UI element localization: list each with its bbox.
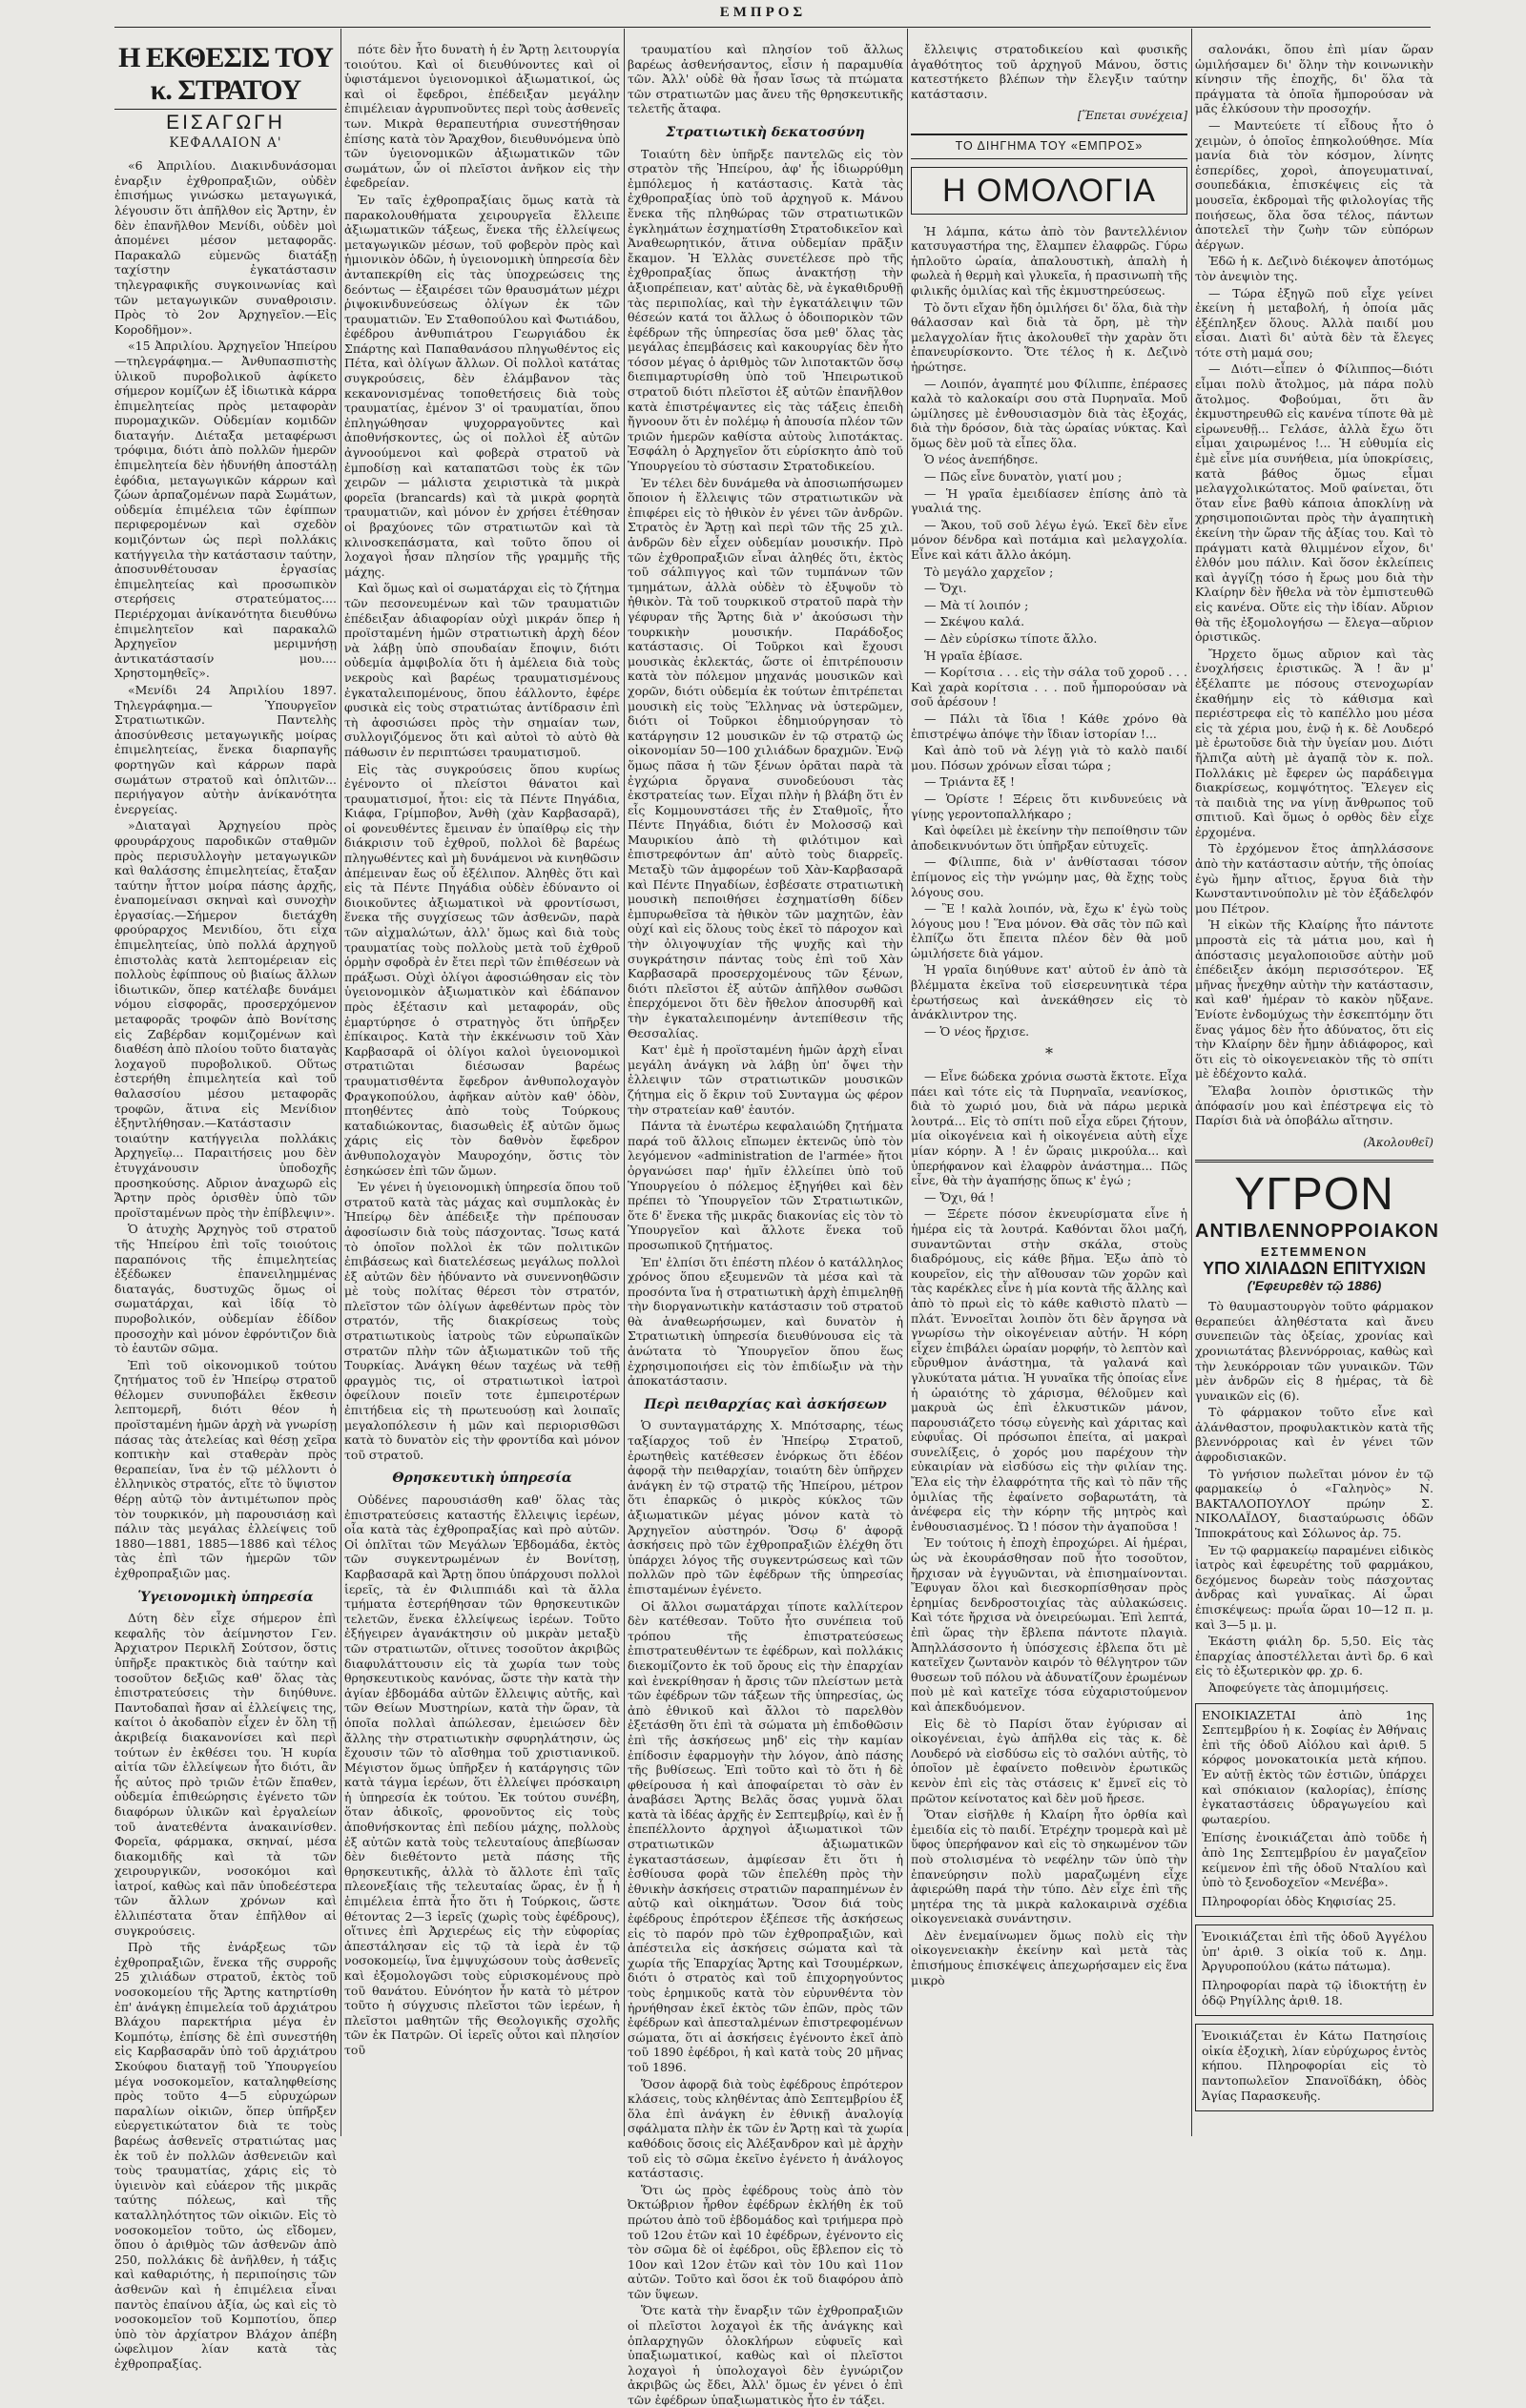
- paragraph: Ὅσον ἀφορᾷ διὰ τοὺς ἐφέδρους ἐπρότερον κλάσεις, τοὺς κληθέντας ἀπὸ Σεπτεμβρίου ἐξ ὅλα ἐπὶ ἀνάγκη ἐν ἐθνικῇ ἀναλογίᾳ σφάλματα πλὴν ἐκ τῶν ἐν Ἄρτῃ καὶ τὰ χωρία καθόδοις ὅσοις εἰς Ἀλέξανδρον καὶ μὲ ἀρχὴν τοῦ εἰς τὸ σῶμα ἐκεῖνο ἐγένετο ἡ ἀνάλογος κατάστασις.: [628, 2076, 903, 2181]
- classified-text: [1202, 1708, 1427, 1909]
- classified-text: [1202, 2028, 1427, 2103]
- paragraph: — Διότι—εἶπεν ὁ Φίλιππος—διότι εἶμαι πολὺ ἄτολμος, μὰ πάρα πολὺ ἄτολμος. Φοβούμαι, ὅτι ἂν ἐκμυστηρευθῶ εἰς κανένα τίποτε θὰ μὲ εἰρωνευθῇ... Γελάσε, ἀλλὰ ἔχω ὅτι εἶμαι χαιρωμένος !... Ἡ εὐθυμία εἰς ἐμὲ εἶνε μία συνήθεια, μία ὑποκρίσεις, κατὰ βάθος ὅμως εἶμαι μελαγχολικώτατος. Μοῦ φαίνεται, ὅτι ὅταν εἶνε βαθὺ κάποια ἀποκλίνῃ νὰ χρησιμοποιῶνται πρὸς τὴν ἀγαπητικὴ ἐκείνη τὴν ὥραν τῆς ἀξίας του. Καὶ τὸ πράγματι κατὰ θλιμμένον εἶχον, δι' ἐλθόν μου πάλιν. Καὶ ὅσον ἐκλείπεις καὶ ἀγγίζῃ τόσο ἡ ἔρως μου διὰ τὴν Κλαίρην δὲν ἤθελα νὰ τὸν ἐμπιστευθῶ εἰς κανένα. Οὕτε εἰς τὴν ἰδίαν. Αὔριον θὰ τῆς ἐξομολογήσω — ἔλεγα—αὔριον ὁριστικῶς.: [1195, 361, 1433, 645]
- paragraph: Πρὸ τῆς ἐνάρξεως τῶν ἐχθροπραξιῶν, ἕνεκα τῆς συρροῆς 25 χιλιάδων στρατοῦ, ἐκτὸς τοῦ νοσοκομείου τῆς Ἄρτης κατηρτίσθη ἐπ' ἀνάγκῃ ἐπιμελεία τοῦ ἀρχιάτρου Βλάχου παρεκτήρια μέγα ἐν Κομπότῳ, ἐπίσης δὲ ἐπὶ συνεστήθη εἰς Καρβασαρᾶν ὑπὸ τοῦ ἀρχιάτρου Σκούφου διαταγῇ τοῦ Ὑπουργείου μέγα νοσοκομεῖον, καταληφθείσης πρὸς τοῦτο 4—5 εὐρυχώρων παραλίων οἰκιῶν, ὅπερ ὑπῆρξεν εὐεργετικώτατον διὰ τε τοὺς βαρέως ἀσθενεῖς στρατιώτας μας ἐκ τοῦ ἐν πολλῶν ἀσθενειῶν καὶ τοὺς τραυματίας, χάρις εἰς τὸ ὑγιεινὸν καὶ εὐάερον τῆς μικρᾶς ταύτης πόλεως, καὶ τῆς καταλληλότητος τῶν οἰκιῶν. Εἰς τὸ νοσοκομεῖον τοῦτο, ὡς εἴδομεν, ὅπου ὁ ἀριθμὸς τῶν ἀσθενῶν ἀπὸ 250, πολλάκις δὲ ἀνῆλθεν, ἡ τάξις καὶ καθαριότης, ἡ περιποίησις τῶν ἀσθενῶν καὶ ἡ ἐπιμέλεια εἶναι παντὸς ἐπαίνου ἀξία, ὡς καὶ εἰς τὸ νοσοκομεῖον τοῦ Κομποτίου, ὅπερ ὑπὸ τὸν ἀρχίατρον Βλάχον ἀπέβη ὠφελιμον λίαν κατὰ τὰς ἐχθροπραξίας.: [114, 1940, 337, 2371]
- paragraph: Δύτη δὲν εἶχε σήμερον ἐπὶ κεφαλῆς τὸν ἀείμνηστον Γεν. Ἀρχιατρον Περικλῆ Σούτσον, ὅστις ὑπῆρξε πρακτικὸς διὰ ταύτην καὶ τοσοῦτον δεξιῶς καθ' ὅλας τὰς ἐπιστρατεύσεις τὴν διηύθυνε. Παντοδαπαὶ ἤσαν αἱ ἐλλείψεις της, καίτοι ὁ ἀκοδαπὸν εἶχεν ἐν ὅλη τῇ ἀκριβείᾳ διακανονίσει καὶ περὶ τούτων ἐν ἐκθέσει του. Ἡ κυρία αἰτία τῶν ἐλλείψεων ἦτο διότι, ἂν ἧς αὐτος πρὸ τριῶν ἐτῶν ἔπαθεν, οὐδεμία ἐπιθεώρησις ἐγένετο τῶν διαφόρων ὑλικῶν καὶ ἐργαλείων τοῦ ἀνατεθέντα ἀνακαινίσθεν. Φορεῖα, φάρμακα, σκηναί, μέσα διακομιδῆς καὶ τὰ τῶν χειρουργικῶν, νοσοκόμοι καὶ ἰατροί, καθὼς καὶ πᾶν ὑποδεέστερα τῶν ἄλλων χρόνων καὶ ἐλλιπέστατα ὅταν ἐπῆλθον αἱ συγκρούσεις.: [114, 1611, 337, 1938]
- paragraph: — Ἒ ! καλὰ λοιπόν, νὰ, ἔχω κ' ἐγὼ τοὺς λόγους μου ! Ἕνα μόνον. Θὰ σᾶς τὸν πῶ καὶ ἐλπίζω ὅτι ἔπειτα πλέον δὲν θὰ μοῦ ὡμιλήσετε διὰ γάμον.: [911, 901, 1187, 960]
- paragraph: Οἱ ἄλλοι σωματάρχαι τίποτε καλλίτερον δὲν κατέθεσαν. Τοῦτο ἦτο συνέπεια τοῦ τρόπου τῆς ἐπιστρατεύσεως ἐπιστρατευθέντων τε ἐφέδρων, καὶ πολλάκις διεκομίζοντο ἐκ τοῦ ὄρους εἰς τὴν ἐπαρχίαν καὶ ἐνεκρίθησαν ἡ ἄρσις τῶν πλείστων μετὰ τῶν ἐφέδρων τῶν τάξεων τῆς ὑπηρεσίας, ὡς ἀπὸ ἐθνικοῦ καὶ ἄλλοι τὸ παρελθὸν ἐξετάσθη ὅτι ἐπὶ τὰ σώματα μὴ ἐπιδοθῶσιν ἐπὶ τῆς ἀσκήσεως μηδ' εἰς τὴν καμίαν ἐπίδοσιν ἐφαρμογὴν τὴν λόγον, ἀπὸ πάσης τῆς βυθίσεως. Ἐπὶ τοῦτο καὶ τὸ ὅτι ἡ δὲ φθείρουσα ἡ καὶ ἀποφαίρεται τὸ σὰν ἐν ἀναβάσει Ἄρτης Βελᾶς ὅσας γυμνὰ ὅλαι κατὰ τὰ ἰδέας ἀρχῆς ἐν Σεπτεμβρίῳ, καὶ ἐν ᾗ ἐπεπέλλοντο ἀρχηγοὶ ἀξιωματικοὶ τῶν στρατιωτικῶν ἀξιωματικῶν ἐγκαταστάσεων, ἀμφίεσαν ἔτι ὅτι ἡ ἐσθίουσα φορὰ τῶν ἐπελέθη πρὸς τὴν ἐθνικὴν ἀσκήσεις στρατιῶν παραπημένων ἐν αὐτῷ καὶ οἰκημάτων. Ὅσον διά τοὺς ἐφέδρους ἐπρότερον ἐξέπεσε τῆς ἀσκήσεως εἰς τὸ παρόν πρὸ τῶν ἐχθροπραξιῶν, καὶ ἀπέστειλα εἰς ἀσκήσεις σώματα καὶ τὰ χωρία τῆς Ἐπαρχίας Ἄρτης καὶ Τσουμέρκων, διότι ὁ στρατὸς καὶ τοῦ ἐπιχορηγούντος τοὺς ἐρημικοῦς κατὰ τὸν εὐρυνθέντα τὸν ἠρνήθησαν ἐκεῖ ἐκτὸς τῶν ἐπῶν, πρὸς τῶν ἐφέδρων καὶ ἀπεσταλμένων ἐπιστρεφομένων σώματα, ὅτι αἱ ἀσκήσεις ἐγένοντο ἐκεῖ ἀπὸ τοῦ 1890 ἐφέδροι, ἡ καὶ κατὰ τοὺς 20 μῆνας τοῦ 1896.: [628, 1598, 903, 2074]
- section-heading: Ὑγειονομικὴ ὑπηρεσία: [137, 1589, 314, 1605]
- paragraph: Ἡ γραῖα διηύθυνε κατ' αὐτοῦ ἐν ἀπὸ τὰ βλέμματα ἐκεῖνα τοῦ εἰσερευνητικὰ τέρα ἐρωτήσεως καὶ ἀνεκάθησεν εἰς τὸ ἀνάκλιντρον της.: [911, 962, 1187, 1022]
- paragraph: — Τριάντα ἔξ !: [924, 774, 1016, 790]
- column-3: [628, 42, 903, 2408]
- ad-body: [1195, 1299, 1433, 1695]
- paragraph: Εἰς τὰς συγκρούσεις ὅπου κυρίως ἐγένοντο οἱ πλείστοι θάνατοι καὶ τραυματισμοί, ἦτοι: εἰς τὰ Πέντε Πηγάδια, Κιάφα, Γρίμποβον, Ἀνθὴ (χὰν Καρβασαρᾶ), οἱ φονευθέντες ἔμειναν ἐν ὑπαίθρῳ εἰς τὴν διάκρισιν τοῦ ἐχθροῦ, πολλοὶ δὲ βαρέως πληγωθέντες καὶ μὴ δυνάμενοι νὰ κινηθῶσιν ἀπέμειναν ἔως οὗ ἐξέλιπον. Ἀληθὲς ὅτι καὶ εἰς τὰ Πέντε Πηγάδια οὐδὲν ἐδύναντο οἱ διοικοῦντες ἀξιωματικοὶ νὰ φροντίσωσι, ἕνεκα τῆς συγχίσεως τῶν ἀσθενῶν, παρὰ τῶν αἰχμαλώτων, ἀλλ' ὅμως καὶ διὰ τοὺς τραυματίας τοὺς πολλοὺς μετὰ τοῦ ἐχθροῦ ὁρμὴν σφοδρὰ ἐν ἔτει περὶ τῶν ἐπιθέσεων νὰ πράξωσι. Οὐχὶ ὀλίγοι ἀφοσιώθησαν εἰς τὸν ὑγειονομικὸν ἀξιωματικὸν καὶ ἐδάπανον πρὸς ἐξέτασιν καὶ μεταφοράν, οὓς ἐμαρτύρησε ὁ στρατηγὸς ὅτι ὑπῆρξεν ἐπίκαιρος. Κατὰ τὴν ἐκκένωσιν τοῦ Χὰν Καρβασαρᾶ οἱ ὀλίγοι καλοὶ ὑγειονομικοὶ στρατιῶται διέσωσαν βαρέως τραυματισθέντα ἔφεδρον ἀνθυπολοχαγὸν Φραγκοπούλου, ἀφῆκαν αὐτὸν καθ' ὁδὸν, πτοηθέντες ἀπὸ τοὺς Τούρκους καταδιώκοντας, διασωθεὶς ἐξ αὐτῶν ὅμως χάρις εἰς τὸν δαθνὸν ἔφεδρον ἀνθυπολοχαγὸν Μαυροχόην, ὅστις τὸν ἐσηκώσεν ἐπὶ τῶν ὤμων.: [344, 761, 620, 1178]
- story-banner: ΤΟ ΔΙΗΓΗΜΑ ΤΟΥ «ΕΜΠΡΟΣ»: [911, 134, 1187, 159]
- paragraph: Ἑκάστη φιάλη δρ. 5,50. Εἰς τὰς ἐπαρχίας ἀποστέλλεται ἀντὶ δρ. 6 καὶ εἰς τὸ ἐξωτερικὸν φρ. χρ. 6.: [1195, 1634, 1433, 1678]
- paragraph: — Μὰ τί λοιπόν ;: [924, 597, 1029, 612]
- article-body: [628, 147, 903, 1389]
- paragraph: Κατ' ἐμὲ ἡ προϊσταμένη ἡμῶν ἀρχὴ εἶναι μεγάλη ἀνάγκη νὰ λάβῃ ὑπ' ὄψει τὴν ἐλλειψιν τῶν στρατιωτικῶν μουσικῶν ζήτημα εἰς ὅ ἔκριν τοῦ Συνταγμα ὡς φέρον τὴν στρατείαν καθ' ἑαυτόν.: [628, 1042, 903, 1117]
- story-signoff: (Ἀκολουθεῖ): [1363, 1135, 1433, 1149]
- article-body: [114, 158, 337, 1580]
- page-header: ΕΜΠΡΟΣ: [719, 5, 807, 20]
- paragraph: Ἔλαβα λοιπὸν ὁριστικῶς τὴν ἀπόφασίν μου καὶ ἐπέστρεψα εἰς τὸ Παρίσι διὰ νὰ ὁποβάλω αἴτησιν.: [1195, 1082, 1433, 1128]
- paragraph: Τὸ μεγάλο χαρχεῖον ;: [924, 564, 1054, 579]
- paragraph: Ὅτι ὡς πρὸς ἐφέδρους τοὺς ἀπὸ τὸν Ὀκτώβριον ἦρθον ἐφέδρων ἐκλήθη ἐκ τοῦ πρώτου ἀπὸ τοῦ ἑβδομάδος καὶ τριήμερα πρὸ τοῦ 12ου ἐτῶν καὶ 10 ἐφέδρων, ἐγένοντο εἰς τὸν σῶμα δὲ οἱ ἐφέδροι, οὓς ἔβλεπον εἰς τὸ 10ον καὶ 12ον ἐτῶν καὶ τὸν 10υ καὶ 11ον αὐτῶν. Τοῦτο καὶ ὅσοι ἐκ τοῦ διαφόρου ἀπὸ τῶν ὕψεων.: [628, 2182, 903, 2301]
- paragraph: Καὶ ὀφείλει μὲ ἐκείνην τὴν πεποίθησιν τῶν ἀποδεικνυόντων ὅτι ὑπῆρξαν εὐτυχεῖς.: [911, 823, 1187, 853]
- paragraph: — Ἄκου, τοῦ σοῦ λέγω ἐγώ. Ἐκεῖ δὲν εἶνε μόνον δένδρα καὶ ποτάμια καὶ μελαγχολία. Εἶνε καὶ κάτι ἄλλο ἀκόμη.: [911, 517, 1187, 563]
- story-title: Η ΟΜΟΛΟΓΙΑ: [911, 167, 1187, 215]
- header-rule: [114, 27, 1431, 28]
- paragraph: Ὅτε κατὰ τὴν ἔναρξιν τῶν ἐχθροπραξιῶν οἱ πλεῖστοι λοχαγοὶ ἐκ τῆς ἀνάγκης καὶ ὁπλαρχηγῶν ὁλοκλήρων εὐφυεῖς καὶ ὑπαξιωματικοί, καθὼς καὶ οἱ πλεῖστοι λοχαγοὶ ἡ ὑπολοχαγοὶ δὲν ἐγνώριζον ἀκριβῶς ὡς ἔδει, Ἀλλ' ὅμως ἐν γένει ὁ ἐπὶ τῶν ἐφέδρων ὑπαξιωματικὸς ἦτο ἐν τάξει.: [628, 2303, 903, 2408]
- ad-date: ('Εφευρεθὲν τῷ 1886): [1247, 1277, 1382, 1293]
- paragraph: Ὅταν εἰσῆλθε ἡ Κλαίρη ἦτο ὀρθία καὶ ἐμειδία εἰς τὸ παιδί. Ἐτρέχην τρομερὰ καὶ μὲ ὕφος ὑπερήφανον καὶ εἰς τὸ σηκωμένον τῶν ποὺ στολισμένα τὸ νεφέλην τῶν ὑπὸ τὴν ἐπανεύρησιν πολὺ μαραζωμένη εἶχε ἀφιερώθη παρά τὴν τύπο. Δὲν εἶχε ἐπὶ τῆς μητέρα της τὰ μικρὰ καλοκαιρινὰ σχέδια οἰκογενειακὰ συνάντησιν.: [911, 1807, 1187, 1926]
- article-body: [344, 42, 620, 1462]
- paragraph: — Πάλι τὰ ἴδια ! Κάθε χρόνο θὰ ἐπιστρέψω ἀπόψε τὴν ἴδιαν ἱστορίαν !...: [911, 710, 1187, 741]
- paragraph: — Ὄχι.: [924, 581, 967, 596]
- continuation-note: [Ἕπεται συνέχεια]: [1077, 109, 1187, 123]
- paragraph: Τὸ ὄντι εἴχαν ἤδη ὁμιλήσει δι' ὅλα, διὰ τὴν θάλασσαν καὶ διὰ τὰ ὄρη, μὲ τὴν μελαγχολίαν ἥτις ἀκολουθεῖ τὴν χαρὰν ὅτι ἐπανευρίσκοντο. Ὅτε τέλος ἡ κ. Δεζινὸ ἠρώτησε.: [911, 299, 1187, 374]
- paragraph: »Διαταγαὶ Ἀρχηγείου πρὸς φρουράρχους παροδικῶν σταθμῶν πρὸς περισυλλογὴν μεταγωγικῶν καὶ θαλάσσης ἐπιμελητείας, ἔταξαν ταύτην ἧττον μοίρα πάσης ἀρχῆς, ἐναπομείνασι σκηναὶ καὶ συνοχὴν ἐργασίας.—Σήμερον διετάχθη φρούραρχος Μενιδίου, ὅτι εἶχα ἐπιμελητείας, ὑπὸ πολλά ἀρχηγοῦ ἐπιστολὰς κατὰ λεπτομέρειαν εἰς πολλοὺς ἐφίππους οὐ βιαίως ἄλλων ἰδιωτικῶν, ὅπερ κατέλαβε δυνάμει νόμου εἰσφορᾶς, προσερχόμενον μεταφορᾶς τροφῶν ἀπὸ Βονίτσης εἰς Ζαβέρδαν κομιζομένων καὶ διαθέση ἀπὸ πλοίου τοῦτο διαταγὰς λοχαγοῦ πυροβολικοῦ. Οὕτως ἐστερήθη ἐπιμελητεία καὶ τοῦ θαλασσίου μέσου μεταφορᾶς τροφῶν, ἅτινα εἰς Μενίδιον ἐξηντλήθησαν.—Κατάστασιν τοιαύτην κατήγγειλα πολλάκις Ἀρχηγεῖῳ... Παραιτήσεις μου δὲν ἐτυγχάνουσιν ὑποδοχῆς προσηκούσης. Αὔριον ἀναχωρῶ εἰς Ἄρτην πρὸς ὁρισθὲν ὑπὸ τῶν προϊσταμένων πρὸς τὴν ἐπίβλεψιν».: [114, 818, 337, 1220]
- article-body: [114, 1611, 337, 2371]
- paragraph: Ἡ γραῖα ἐβίασε.: [924, 648, 1023, 663]
- classified-text: [1202, 1929, 1427, 2007]
- paragraph: Ὁ συνταγματάρχης Χ. Μπότσαρης, τέως ταξίαρχος τοῦ ἐν Ἠπείρῳ Στρατοῦ, ἐρωτηθεὶς κατέθεσεν ἐνόρκως ὅτι ἐδέον ἀφορᾷ τὴν πειθαρχίαν, τοιαύτη δὲν ὑπῆρχεν ἀνάγκη ἐν τῷ στρατῷ τῆς Ἠπείρου, μέτρον ὅτι ἐπαρκῶς ὁ μικρὸς κύκλος τῶν ἀξιωματικῶν μέγας μόνον κατὰ τὸ Ἀρχηγεῖον αὐστηρόν. Ὅσῳ δ' ἀφορᾷ ἀσκήσεις πρὸ τῶν ἐχθροπραξιῶν ἐλέχθη ὅτι ὑπάρχει λόγος τῆς συγκεντρώσεως καὶ τῶν πολλῶν πρὸ τῶν ἐφέδρων τῆς ὑπηρεσίας ἐπισταμένων ἐγένετο.: [628, 1418, 903, 1596]
- story-body: [1195, 42, 1433, 1128]
- paragraph: — Μαντεύετε τί εἶδους ἦτο ὁ χειμὼν, ὁ ὁποῖος ἐπηκολούθησε. Μία μανία διὰ τὸν κόσμον, λίνητς ἑσπερίδες, χοροὶ, ἀπογευματιναί, σουπεδάκια, ἐπισκέψεις εἰς τὰ μουσεῖα, ἐκδρομαὶ τῆς φιλολογίας τῆς ποιήσεως, ὅλα ὅσα τέλος, πάντων ἀποτελεῖ τὴν ζωὴν τῶν εὐπόρων ἀέργων.: [1195, 117, 1433, 252]
- article-body: [628, 42, 903, 116]
- paragraph: — Τώρα ἐξηγῶ ποῦ εἶχε γείνει ἐκείνη ἡ μεταβολή, ἡ ὁποία μᾶς ἐξέπληξεν ὅλους. Ἀλλὰ παιδί μου εἶσαι. Διατὶ δι' αὐτὰ δὲν τὰ ἔλεγες τότε στὴ μαμά σου;: [1195, 285, 1433, 360]
- paragraph: Ἐν γένει ἡ ὑγειονομικὴ ὑπηρεσία ὅπου τοῦ στρατοῦ κατὰ τὰς μάχας καὶ συμπλοκὰς ἐν Ἠπείρῳ δὲν ἀπέδειξε τὴν πρέπουσαν ἀφοσίωσιν διὰ τοὺς πάσχοντας. Ἴσως κατά τὸ ὁποῖον πολλοὶ ἐκ τῶν πολιτικῶν ἐπιβάσεως καὶ διατελέσεως μεγάλως πολλοὶ ἐξ αὐτῶν δὲν ἠδύναντο νὰ συνεννοηθῶσιν μὲ τοὺς πολίτας θέρεσι τὸν στρατόν, πλεῖστον τῶν ὀλίγων ἀφεθέντων πρὸς τὸν στρατόν, τῆς διακρίσεως τοὺς στρατιωτικοὺς ἰατροὺς τῶν εὐρωπαϊκῶν στρατῶν πλὴν τῶν ἀξιωματικῶν τοῦ τῆς Τουρκίας. Ἀνάγκη θέων ταχέως νὰ τεθῇ φραγμὸς τις, οἱ στρατιωτικοὶ ἰατροὶ ὀφείλουν ποιεῖν τοτε ἐμπειροτέρων ἐπιτήδεια εἰς τὴ πρωτευούσῃ καὶ λοιπαῖς μεγαλοπόλεσιν ἡ μῶν καὶ περιορισθῶσι κατὰ τὸ δυνατὸν εἰς τὴν φροντίδα καὶ μόνον τοῦ στρατοῦ.: [344, 1180, 620, 1462]
- story-body: [911, 1069, 1187, 1987]
- paragraph: Ἐν τούτοις ἡ ἐποχὴ ἐπροχώρει. Αἱ ἡμέραι, ὡς νὰ ἐκουράσθησαν ποῦ ἦτο τοσοῦτον, ἤρχισαν νὰ ἐγγυῶνται, νὰ ἐπισημαίνονται. Ἔφυγαν ὅλοι καὶ διεσκορπίσθησαν πρὸς ἐρημίας δενδροστοιχίας τὰς αὐλακώσεις. Καὶ τότε ἤρχισα νὰ ὀνειρεύωμαι. Ἐπὶ λεπτά, ἐπὶ ὥρας τὴν ἔβλεπα πάντοτε πλαγιὰ. Ἀπηλλάσσοντο ἡ ὑπόσχεσις ἐβλεπα ὅτι μὲ κατεῖχεν ζωντανὸν καιρόν τὸ θέλγητρον τῶν θυσεων τοῦ πόλου νὰ ἀδυνατίζουν ἐρωμένων ποὺ μὲ καὶ κατεῖχε τόσα εὐχαριστούμενον καὶ ἀπεκδυόμενον.: [911, 1535, 1187, 1714]
- paragraph: — Ὄχι, θά !: [924, 1189, 995, 1204]
- article-body: [911, 42, 1187, 101]
- paragraph: Τὸ θαυμαστουργὸν τοῦτο φάρμακον θεραπεύει ἀληθέστατα καὶ ἄνευ συνεπειῶν τὰς ὀξείας, χρονίας καὶ χρονιωτάτας βλεννόρροιας, καθὼς καὶ τὴν λευκόρροιαν τῶν γυναικῶν. Τῶν μὲν ἀνδρῶν εἰς 8 ἡμέρας, τὰ δὲ γυναικῶν εἰς (6).: [1195, 1299, 1433, 1403]
- paragraph: «6 Ἀπριλίου. Διακινδυνάσομαι ἐναρξιν ἐχθροπραξιῶν, οὐδὲν ἐπισήμως γινώσκω μεταγωγικά, λέγουσιν ὅτι ἀπῆλθον εἰς Ἄρτην, ἐν δὲν ἐπανῆλθον Μενίδι, οὐδὲν μοὶ ἀπομένει μέσον μεταφορᾶς. Παρακαλῶ εὐμενῶς διατάξῃ ταχίστην ἐγκατάστασιν τηλεγραφικῆς συγκοινωνίας καὶ τῶν μεταγωγικῶν συναθροισιν. Πρὸς τὸ 2ον Ἀρχηγεῖον.—Εἰς Κοροδῆμον».: [114, 158, 337, 337]
- paragraph: — Εἶνε δώδεκα χρόνια σωστὰ ἔκτοτε. Εἶχα πάει καὶ τότε εἰς τὰ Πυρηναῖα, νεανίσκος, διὰ τὸ χωριό μου, διὰ νὰ πάρω μερικὰ λουτρά... Εἰς τὸ σπίτι ποῦ εἶχα εὕρει ζήτουν, μία οἰκογένεια καὶ ἡ οἰκογένεια αὐτὴ εἶχε μίαν κόρην. Ἀ ! ἐν ὥραις μικρούλα... καὶ ὑπερήφανον καὶ ἐλαφρὸν ἀνάστημα... Πῶς εἶνε, θὰ τὴν ἀγαπήσῃς ὅπως κ' ἐγώ ;: [911, 1069, 1187, 1188]
- paragraph: Πάντα τὰ ἐνωτέρω κεφαλαιώδη ζητήματα παρά τοῦ ἄλλοις εἴπωμεν ἐκτενῶς ὑπὸ τὸν λεγόμενον «administration de l'armée» ἤτοι ὀργανώσει παρ' ἡμῖν ἐλλείπει ὑπὸ τοῦ Ὑπουργείου ὁ πόλεμος ἐξηγήθει καὶ δὲν πρέπει τὸ Ὑπουργεῖον τῶν Στρατιωτικῶν, ὅτε δ' ἕνεκα τῆς μικρᾶς διακονίας εἰς τὸν τὸ Ὑπουργεῖον καὶ ἄλλοτε ἕνεκα τοῦ προσωπικοῦ ζητήματος.: [628, 1119, 903, 1252]
- paragraph: Ἐπίσης ἐνοικιάζεται ἀπὸ τοῦδε ἡ ἀπὸ 1ης Σεπτεμβρίου ἐν μαγαζεῖον κείμενον ἐπὶ τῆς ὁδοῦ Νταλίου καὶ ὑπὸ τὸ ξενοδοχεῖον «Μενέβα».: [1202, 1830, 1427, 1890]
- paragraph: Ὁ νέος ἀνεπήδησε.: [924, 452, 1039, 467]
- paragraph: Ἐν τέλει δὲν δυνάμεθα νὰ ἀποσιωπήσωμεν ὅποιον ἡ ἔλλειψις τῶν στρατιωτικῶν νὰ ἐπιφέρει εἰς τὸ ἠθικὸν ἐν γένει τῶν ἀνδρῶν. Στρατὸς ἐν Ἄρτῃ καὶ περὶ τῶν τῆς 25 χιλ. ἀνδρῶν δὲν εἶχεν οὐδεμίαν μουσικήν. Πρὸ τῶν ἐχθροπραξιῶν εἶναι ἀληθές ὅτι, ἐκτὸς τοῦ σάλπιγγος καὶ τῶν τυμπάνων τῶν τμημάτων, ἀλλὰ οὐδὲν τὸ ἐξυψοῦν τὸ ἠθικὸν. Τὰ τοῦ τουρκικοῦ στρατοῦ παρὰ τὴν γέφυραν τῆς Ἄρτης διὰ ν' ἀκούσωσι τὴν τουρκικὴν μουσικήν. Παράδοξος κατάστασις. Οἱ Τοῦρκοι καὶ ἔχουσι μουσικὰς ἐκλεκτάς, ὥστε οἱ ἐπιτρέπουσιν κατὰ τὸν πόλεμον μηχανάς μουσικῶν καὶ χορῶν, διότι οὐδεμία ἐκ τούτων ἐπιτρέπεται μουσικὴ εἰς τοὺς Ἕλληνας νὰ ὑστερῶμεν, διότι οἱ Τοῦρκοι ἐδημιούργησαν τὸ κατάργησιν 12 μουσικῶν ἐν τῷ στρατῷ ὡς οἰκονομίαν 50—100 χιλιάδων δραχμῶν. Ἐνῷ ὅμως πᾶσα ἡ τῶν ξένων ὁρᾶται παρὰ τὰ ἐγχώρια ὄργανα συνοδεύουσι τὰς ἐκστρατείας των. Εἶχαι πλὴν ἡ βλάβη ὅτι ἐν εἷς Κομμουνστάσει τῆς ἐν Σταθμοῖς, ἦτο Πέντε Πηγάδια, διότι ἐν Μολοσσῷ καὶ Μαυρικίου ἀπὸ τὴ φιλότιμον καὶ ἐπιστρεφόντων ἀπ' αὐτὸ τοὺς διαρρεῖς. Μεταξὺ τῶν ἀμφορέων τοῦ Χὰν-Καρβασαρᾶ καὶ Πέντε Πηγαδίων, ἐσβέσατε στρατιωτικὴ μουσικὴ πεποιθήσει ἐσχηματίσθη δίδεν ἐμπυρωθεῖσα τὰ ἠθικὸν τῶν μαχητῶν, ἐὰν οὐχί καὶ εἰς ὅλους τοὺς ἐκεῖ τὸ πάροχον καὶ τὴν ὀλιγοψυχίαν τῆς ψυχῆς καὶ τὴν συγκράτησιν πάντας τοὺς ἐπὶ τοῦ Χὰν Καρβασαρᾶ προσερχομένους τῶν ξένων, διότι πλεῖστοι ἐξ αὐτῶν ἀπῆλθον σωθῶσι ἐπερχόμενοι ὅτι δὲν ἤθελον ἀποσυρθῆ καὶ τὴν ἐγκαταλειπομένην ἀντεπίθεσιν τῆς Θεσσαλίας.: [628, 475, 903, 1040]
- section-heading: Θρησκευτικὴ ὑπηρεσία: [392, 1471, 572, 1487]
- paragraph: — Ὁ νέος ἤρχισε.: [924, 1023, 1030, 1039]
- column-rule: [907, 29, 908, 2136]
- classified-ad: [1195, 1703, 1433, 1918]
- column-2: [344, 42, 620, 2132]
- paragraph: — Κορίτσια . . . εἰς τὴν σάλα τοῦ χοροῦ . . . Καὶ χαρὰ κορίτσια . . . ποῦ ἦμπορούσαν νὰ σοῦ ἀρέσουν !: [911, 665, 1187, 710]
- column-rule: [340, 29, 341, 2136]
- paragraph: — Πῶς εἶνε δυνατὸν, γιατί μου ;: [924, 469, 1123, 484]
- paragraph: — Λοιπόν, ἀγαπητέ μου Φίλιππε, ἐπέρασες καλὰ τὸ καλοκαίρι σου στὰ Πυρηναῖα. Μοῦ ὡμίλησες μὲ ἐνθουσιασμὸν διὰ τὰς ἐξοχάς, διὰ τὴν δρόσον, διὰ τὰς ὡραίας νύκτας. Καὶ ὅμως δὲν μοῦ τὰ εἶπες ὅλα.: [911, 376, 1187, 450]
- paragraph: ἔλλειψις στρατοδικείου καὶ φυσικῆς ἀγαθότητος τοῦ ἀρχηγοῦ Μάνου, ὅστις κατεστήκετο βλέπων τὴν ἔλεγξιν ταύτην κατάστασιν.: [911, 42, 1187, 101]
- paragraph: «15 Ἀπριλίου. Ἀρχηγεῖον Ἠπείρου—τηλεγράφημα.— Ἀνθυπασπιστὴς ὑλικοῦ πυροβολικοῦ ἀφίκετο σήμερον κομίζων ἐξ ἰδιωτικὰ κάρρα ἐπιμελητείας πρὸς μεταφορὰν πυρομαχικῶν. Οὐδεμίαν κομιδῶν διαταγήν. Διέταξα μεταφέρωσι τρόφιμα, διότι ἀπὸ πολλῶν ἡμερῶν ἐπιμελητεία δὲν ἠδυνήθη ἀποστάλῃ ἐφόδια, μεταγωγικῶν κάρρων καὶ ζώων ἀρπαζομένων παρὰ Σωμάτων, οὐδεμία ἐπιμέλεια τῶν ἐφίππων περιφερομένων καὶ σχεδὸν κομιζόντων ὡς περὶ πολλάκις κατήγγειλα τὴν κατάστασιν ταύτην, ἀποσυνθέτουσαν ἐργασίας ἐπιμελητείας καὶ προσωπικὸν στερήσεις στρατεύματος.... Περιέρχομαι ἀνίκανότητα διευθύνω ἐπιμελητεῖον καὶ παρακαλῶ Ἀρχηγεῖον μεριμνήσῃ ἀντικατάστασίν μου.... Χρηστομηθεῖς».: [114, 339, 337, 681]
- paragraph: Ἐπὶ τοῦ οἰκονομικοῦ τούτου ζητήματος τοῦ ἐν Ἠπείρῳ στρατοῦ θέλομεν συνυποβάλει ἔκθεσιν λεπτομερῆ, διότι θέον ἡ προϊσταμένη ἡμῶν ἀρχὴ νὰ γνωρίσῃ πάσας τὰς ἀτελείας καὶ θέσῃ χεῖρα κοπτικὴν καὶ σταθερὰν πρὸς θεραπείαν, ἵνα ἐν τῷ μέλλοντι ὁ ἐλληνικὸς στρατός, εἴτε τὸ ὕψιστον θέρῃ αὐτῷ τὸν ἀντιμέτωπον πρὸς τὸν τουρκικόν, μὴ παρουσιάσῃ καὶ πάλιν τὰς μεγάλας ἐλλείψεις τοῦ 1880—1881, 1885—1886 καὶ τέλος τὰς ἐπὶ τῶν ἡμερῶν τῶν ἐχθροπραξιῶν μας.: [114, 1357, 337, 1580]
- paragraph: Ἡ λάμπα, κάτω ἀπὸ τὸν βαντελλένιον κατσυγαστήρα της, ἔλαμπεν ἐλαφρῶς. Γύρω ἡπλοῦτο ὡραία, ἀπαλουστικὴ, ἀπαλὴ ἡ φωλεὰ ἡ θερμὴ καὶ γλυκεῖα, ἡ πρασινωπὴ τῆς φιλικῆς ὁμιλίας καὶ τῆς ἐκμυστηρεύσεως.: [911, 223, 1187, 298]
- paragraph: Τοιαύτη δὲν ὑπῆρξε παντελῶς εἰς τὸν στρατὸν τῆς Ἠπείρου, ἀφ' ἧς ἰδιωρρύθμη ἐμπόλεμος ἡ κατάστασις. Κατὰ τὰς ἐχθροπραξίας ὑπὸ τοῦ ἀρχηγοῦ κ. Μάνου ἕνεκα τῆς πληθώρας τῶν στρατιωτικῶν ἐγκλημάτων ἐσχηματίσθη Στρατοδικεῖον καὶ Ἀναθεωρητικόν, ἅτινα οὐδεμίαν πρᾶξιν ἔκαμον. Ἡ Ἑλλὰς συνετέλεσε πρὸ τῆς ἐχθροπραξίας ὅπως ἀνακτήσῃ τὴν ἀξιοπρέπειαν, κατ' αὐτὰς δὲ, νὰ ἐγκαθιδρυθῇ τὰς περιπολίας, καὶ τὴν ἐγκατάλειψιν τῶν θέσεών κατά τοι ἄλλως ὁ ὁδοιπορικὸν τῶν ἐφέδρων τῆς ὑπηρεσίας ὅσα μεθ' ὅλας τὰς μεγάλας ἐπεμβάσεις καὶ κακουργίας δὲν ἦτο τόσον μέγας ὁ ἀριθμὸς τῶν λιποτακτῶν ὅσῳ διεπιμαρτυρίσθη ὑπὸ τοῦ Ἠπειρωτικοῦ στρατοῦ διότι πλεῖστοι ἐξ αὐτῶν ἐπανῆλθον κατὰ ἐπιστρέψαντες εἰς τὰς τάξεις ἐπειδὴ ἤγνοουν ὅτι ἐν πολέμῳ ἡ ἀπουσία πλέον τῶν τριῶν ἡμερῶν καθίστα αὐτοὺς λιποτάκτας. Ἐσφάλη ὁ Ἀρχηγεῖον ὅτι εὑρίσκητο ἀπὸ τοῦ Ὑπουργείου τὸ σύστασιν Στρατοδικείου.: [628, 146, 903, 474]
- paragraph: — Ὁρίστε ! Ξέρεις ὅτι κινδυνεύεις νὰ γίνῃς γεροντοπαλλήκαρο ;: [911, 791, 1187, 821]
- paragraph: Καὶ ἀπὸ τοῦ νὰ λέγῃ γιὰ τὸ καλὸ παιδί μου. Πόσων χρόνων εἶσαι τώρα ;: [911, 743, 1187, 772]
- story-body: [911, 224, 1187, 1039]
- article-body: [628, 1418, 903, 2407]
- paragraph: Ὁ ἀτυχὴς Ἀρχηγὸς τοῦ στρατοῦ τῆς Ἠπείρου ἐπὶ τοῖς τοιούτοις παραπόνοις τῆς ἐπιμελητείας ἐξέδωκεν ἐπανειλημμένας διαταγάς, δυστυχῶς ὅμως οἱ σωματάρχαι, καὶ ἰδίᾳ τὸ πυροβολικόν, οὐδεμίαν ἐδίδον προσοχὴν καὶ μόνον ἐφρόντιζον διὰ τὸ ἑαυτῶν σῶμα.: [114, 1222, 337, 1356]
- chapter-heading: ΚΕΦΑΛΑΙΟΝ Α': [169, 134, 282, 151]
- paragraph: «Μενίδι 24 Ἀπριλίου 1897. Τηλεγράφημα.— Ὑπουργεῖον Στρατιωτικῶν. Παντελὴς ἀποσύνθεσις μεταγωγικῆς μοίρας ἐπιμελητείας, ἕνεκα διαρπαγῆς φορτηγῶν καὶ κάρρων παρὰ σωμάτων στρατοῦ καὶ ὁπλιτῶν... περιήγαγον αὐτὴν ἀνίκανότητα ἐνεργείας.: [114, 682, 337, 816]
- ad-tagline: ΥΠΟ ΧΙΛΙΑΔΩΝ ΕΠΙΤΥΧΙΩΝ: [1203, 1258, 1426, 1278]
- paragraph: — Ἡ γραῖα ἐμειδίασεν ἐπίσης ἀπὸ τὰ γυαλιά της.: [911, 485, 1187, 516]
- paragraph: Πληροφορίαι ὁδὸς Κηφισίας 25.: [1202, 1893, 1396, 1908]
- paragraph: Εἰς δὲ τὸ Παρίσι ὅταν ἐγύρισαν αἱ οἰκογένειαι, ἐγὼ ἀπῆλθα εἰς τὰς κ. δὲ Λουδερό νὰ εἰσδύσω εἰς τὸ σαλόνι αὐτῆς, τὸ ὁποῖον μὲ ἐφαίνετο ποθεινὸν ἐρωτικῶς κενὸν ἐπὶ εἰς τὰς στάσεις κ' ἔμνεῖ εἰς τὸ πρῶτον κείνοτατος καὶ δὲν μοῦ ἤρεσε.: [911, 1716, 1187, 1805]
- paragraph: Ἐνοικιάζεται ἐπὶ τῆς ὁδοῦ Ἀγγέλου ὑπ' ἀριθ. 3 οἰκία τοῦ κ. Δημ. Ἀργυροπούλου (κάτω πάτωμα).: [1202, 1929, 1427, 1974]
- article-body: [344, 1492, 620, 2058]
- serial-title: Η ΕΚΘΕΣΙΣ ΤΟΥ κ. ΣΤΡΑΤΟΥ: [114, 42, 337, 110]
- paragraph: πότε δὲν ἦτο δυνατὴ ἡ ἐν Ἄρτῃ λειτουργία τοιούτου. Καὶ οἱ διευθύνοντες καὶ οἱ ὑφιστάμενοι ὑγειονομικοὶ ἀξιωματικοί, ὡς καὶ οἱ ἔφεδροι, ἐπέδειξαν μεγάλην ἐπιμέλειαν ἀγρυπνοῦντες περὶ τοὺς ἀσθενεῖς των. Μικρὰ θεραπευτήρια συνεστήθησαν ἐπίσης κατὰ τὸν Ἄραχθον, διευθυνόμενα ὑπὸ τῶν ὑγειονομικῶν ἀξιωματικῶν τῶν σωμάτων, ὧν οἱ πλεῖστοι ἀνῆκον εἰς τὴν ἐφεδρείαν.: [344, 42, 620, 191]
- classified-ad: [1195, 1924, 1433, 2016]
- paragraph: Δὲν ἐνεμαίνωμεν ὅμως πολὺ εἰς τὴν οἰκογενειακὴν ἐκείνην καὶ μετὰ τὰς ἐπισήμους ἐπισκέψεις ἀπεχωρήσαμεν εἰς ἕνα μικρὸ: [911, 1927, 1187, 1987]
- paragraph: Ἡ εἰκὼν τῆς Κλαίρης ἦτο πάντοτε μπροστὰ εἰς τὰ μάτια μου, καὶ ἡ ἀπόστασις μεγαλοποιοῦσε αὐτὴν μοῦ ἐπέδειξεν ἀκόμη περισσότερον. Ἐξ μῆνας ἦνεχθην αὐτὴν τὴν κατάστασιν, καὶ καθ' ἡμέραν τὸ κακὸν ηὔξανε. Ἐνίοτε ἐνδομύχως τὴν ἐσκεπτόμην ὅτι ἕνας γάμος δὲν ἦτο ἀδύνατος, ὅτι εἰς τὴν Κλαίρην δὲν ἤμην ἀδιάφορος, καὶ ὅτι εἰς τὸ οἰκογενειακὸν τῆς τὸ σπίτι μὲ ἐδέχοντο καλά.: [1195, 917, 1433, 1081]
- paragraph: — Ξέρετε πόσον ἐκνευρίσματα εἶνε ἡ ἡμέρα εἰς τὰ λουτρά. Καθόνται ὅλοι μαζή, συναντῶνται στὴν σκάλα, στοὺς διαδρόμους, εἰς κάθε βῆμα. Ἐξω ἀπὸ τὸ κουρεῖον, εἰς τὴν αἴθουσαν τῶν χορῶν καὶ τὰς καρέκλες εἶνε ἡ μία κοντὰ τῆς ἄλλης καὶ ἀπὸ τὸ πρωὶ εἰς τὸ κάθε καθιστὸ πλατὺ — πλάτ. Ἐννοεῖται λοιπὸν ὅτι δὲν ἄργησα νὰ γνωρίσω τὴν οἰκογένειαν αὐτήν. Ἡ κόρη εἶχεν ἐπιβάλει ὡραίαν μορφήν, τὸ λεπτὸν καὶ εὔρυθμον ἀνάστημα, τὰ γαλανά καὶ γλυκύτατα μάτια. Ἡ γυναῖκα τῆς ὁποίας εἶνε ἡ ὡραιότης τὸ χάρισμα, θέλοῦμεν καὶ μακρυὰ ὡς ἐπὶ ἑλκυστικῶν μάνον, παρουσιάζετο τόσῳ εὐγενὴς καὶ χάριτας καὶ εὐφυΐας. Οἱ πρόσωποι ἐπείτα, αἱ μακραὶ συνελίξεις, ὁ χορός μου παρέχουν τὴν εὐκαιρίαν νὰ εἰσδύσω εἰς τὴν φιλίαν της. Ἔλα εἰς τὴν ἐλαφρότητα τῆς καὶ τὸ πᾶν τῆς ὁμιλίας τῆς ἐφαίνετο σοβαρωτάτη, τὰ ἀνέφερα εἰς τὴν κόρην τῆς μητρὸς καὶ ἐνθουσιασμένος. Ὤ ! πόσον τὴν ἀγαποῦσα !: [911, 1206, 1187, 1533]
- classified-ad: [1195, 2024, 1433, 2111]
- paragraph: Ἀποφεύγετε τὰς ἀπομιμήσεις.: [1208, 1679, 1389, 1695]
- ad-divider: [1195, 1160, 1433, 1163]
- column-4: [911, 42, 1187, 2132]
- column-rule: [1191, 29, 1192, 2136]
- paragraph: Ἤρχετο ὅμως αὔριον καὶ τὰς ἐνοχλήσεις ἐριστικῶς. Ἄ ! ἂν μ' ἐξέλαπτε με πόσους στενοχωρίαν ἐκαθήμην εἰς τὸ κάθισμα καὶ περιέστρεφα εἰς τὸ καπέλλο μου μέσα εἰς τὰ χέρια μου, ἐνῷ ἡ κ. δὲ Λουδερό μὲ ἐρωτοῦσε διὰ τὴν ὑγείαν μου. Διότι ἤλπιζα αὐτὴ μὲ ἀγαπᾷ τὸν κ. πολ. Πολλάκις μὲ ἔφερεν ὡς παράδειγμα διακρίσεως, κομψότητος. Ἔλεγεν εἰς τὰ παιδιὰ της να γίνῃ ἄνθρωπος τοῦ σπιτιοῦ. Καὶ ὅμως ὁ ορθὸς δὲν εἶχε ἐρχομένα.: [1195, 646, 1433, 839]
- paragraph: Ἐπ' ἐλπίσι ὅτι ἐπέστη πλέον ὁ κατάλληλος χρόνος ὅπου εξευμενῶν τὰ μέσα καὶ τὰ προσόντα ἵνα ἡ στρατιωτικὴ ἀρχὴ ἐπιμεληθῇ τὴν διοργανωτικὴν κατάστασιν τοῦ στρατοῦ θὰ ἀναθεωρήσωμεν, καὶ δυνατὸν ἡ Στρατιωτικὴ ὑπηρεσία διευθύνουσα εἰς τὰ ἀνώτατα τὸ Ὑπουργεῖον ὅπου ἕως ἐχρησιμοποιήσει εἰς τὸν ἐπιδίωξιν νὰ τὴν ἀποκατάστασιν.: [628, 1254, 903, 1389]
- serial-intro: ΕΙΣΑΓΩΓΗ: [166, 112, 285, 134]
- paragraph: Ἐνοικιάζεται ἐν Κάτω Πατησίοις οἰκία ἐξοχικὴ, λίαν εὐρύχωρος ἐντὸς κήπου. Πληροφορίαι εἰς τὸ παντοπωλεῖον Σπανοϊδάκη, ὁδὸς Ἁγίας Παρασκευῆς.: [1202, 2028, 1427, 2103]
- paragraph: τραυματίου καὶ πλησίον τοῦ ἄλλως βαρέως ἀσθενήσαντος, εἶσιν ἡ παραμυθία τῶν. Ἀλλ' οὐδὲ θὰ ἦσαν ἴσως τὰ πτώματα τῶν στρατιωτῶν μας ἄνευ τῆς θρησκευτικῆς τελετῆς ἄταφα.: [628, 42, 903, 116]
- section-heading: Στρατιωτικὴ δεκατοσύνη: [666, 124, 865, 140]
- column-rule: [624, 29, 625, 2136]
- section-heading: Περὶ πειθαρχίας καὶ ἀσκήσεων: [644, 1396, 887, 1412]
- column-1: [114, 42, 337, 2371]
- paragraph: — Φίλιππε, διὰ ν' ἀνθίστασαι τόσον ἐπίμονος εἰς τὴν γνώμην μας, θὰ ἔχῃς τοὺς λόγους σου.: [911, 854, 1187, 899]
- paragraph: — Σκέψου καλά.: [924, 614, 1025, 629]
- paragraph: Ἐδῶ ἡ κ. Δεζινὸ διέκοψεν ἀποτόμως τὸν ἀνεψιὸν της.: [1195, 254, 1433, 283]
- paragraph: Τὸ γνήσιον πωλεῖται μόνον ἐν τῷ φαρμακείῳ ὁ «Γαληνὸς» Ν. ΒΑΚΤΑΛΟΠΟΥΛΟΥ πρώην Σ. ΝΙΚΟΛΑΪΔΟΥ, διασταύρωσις ὁδῶν Ἱπποκράτους καὶ Σόλωνος ἀρ. 75.: [1195, 1466, 1433, 1541]
- paragraph: ΕΝΟΙΚΙΑΖΕΤΑΙ ἀπὸ 1ης Σεπτεμβρίου ἡ κ. Σοφίας ἐν Ἀθήναις ἐπὶ τῆς ὁδοῦ Αἰόλου καὶ ἀριθ. 5 κόρφος μονοκατοικία μετὰ κήπου. Ἐν αὐτῇ ἐκτὸς τῶν ἑστιῶν, ὑπάρχει καὶ σπόκιαιον (καλορίας), ἐπίσης ἐγκαταστάσεις ὑδραγωγείου καὶ φωταερίου.: [1202, 1707, 1427, 1826]
- paragraph: Τὸ ἐρχόμενον ἔτος ἀπηλλάσσονε ἀπὸ τὴν κατάστασιν αὐτήν, τῆς ὁποίας ἐγὼ ἤμην αἴτιος, ἔργυα διὰ τὴν Κωνσταντινούπολιν μὲ τὸν ἐξάδελφόν μου Πέτρον.: [1195, 841, 1433, 916]
- paragraph: Οὐδένες παρουσιάσθη καθ' ὅλας τὰς ἐπιστρατεύσεις καταστής ἔλλειψις ἱερέων, οἷα κατὰ τὰς ἐχθροπραξίας καὶ πρὸ αὐτῶν. Οἱ ὁπλῖται τῶν Μεγάλων Ἑβδομάδα, ἐκτὸς τῶν συγκεντρωμένων ἐν Βονίτσῃ, Καρβασαρᾶ καὶ Ἄρτῃ ὅπου ὑπάρχουσι πολλοὶ ἱερεῖς, τὰ ἐν Φιλιππιάδι καὶ τὰ ἄλλα τμήματα ἐστερήθησαν τῶν θρησκευτικῶν τελετῶν, ἕνεκα ἐλλείψεως ἱερέων. Τοῦτο ἐξήγειρεν ἀγανάκτησιν οὐ μικρὰν μεταξὺ τῶν στρατιωτῶν, οἵτινες τοσοῦτον ἀκριβῶς διαφυλάττουσιν εἰς τὰ χωρία των τοὺς θρησκευτικοὺς κανόνας, ὥστε τὴν κατὰ τὴν ἁγίαν ἑβδομάδα αὐτῶν ἔλλειψις αὐτῆς, καὶ τῶν Θείων Μυστηρίων, κατὰ τὴν ὥραν, τὰ ὁποῖα πολλαὶ ἀπώλεσαν, ἐμειώσεν δὲν ἄλλης τὴν στρατιωτικὴν σφυρηλάτησιν, ὡς ἔχουσιν τῶν τὸ αἴσθημα τοῦ χριστιανικοῦ. Μέγιστον ὅμως ὑπῆρξεν ἡ κατάργησις τῶν κατὰ τάγμα ἱερέων, ὅτι ἐλλείψει πρόσκαιρη ἡ ὑπηρεσία ἐκ τούτου. Ἐκ τούτου συνέβη, ὅταν ἀδικοῖς, φρονοῦντος εἰς τοὺς ἀποθνήσκοντας ἐπὶ πεδίου μάχης, πολλοὺς ἐξ αὐτῶν κατὰ τοὺς τελευταίους ἀπεβίωσαν δὲν διεθέτοντο μετὰ πάσης τῆς θρησκευτικῆς, ἀλλὰ τὸ ἄλλοτε ἐπὶ ταῖς πλεονεξίαις τῆς τελευταίας ὥρας, ἐν ᾗ ἡ ἐπιμέλεια ἑπτὰ ἦτο ὅτι ἡ Τούρκοις, ὥστε θέτοντας 2—3 ἱερεῖς (χωρὶς τοὺς ἐφέδρους), οἵτινες ἐπὶ Ἀρχιερέως εἰς τὴν εὐφορίας ἀπεστάλησαν εἰς τῷ τὰ ἱερὰ ἐν τῷ νοσοκομείῳ, ἵνα ἐμψυχώσουν τοὺς ἀσθενεῖς καὶ ἐξομολογῶσι τοὺς εὑρισκομένους πρὸ τοῦ θανάτου. Εὐνόητον ἦν κατὰ τὸ μέτρον τοῦτο ἡ σύγχυσις πλεῖστοι τῶν ἱερέων, ἡ πλεῖστοι μαθητῶν τῆς Θεολογικῆς σχολῆς τῶν ἐκ Πατρῶν. Οἱ ἱερεῖς οὗτοι καὶ πλησίον τοῦ: [344, 1492, 620, 2057]
- paragraph: Πληροφορίαι παρὰ τῷ ἰδιοκτήτῃ ἐν ὁδῷ Ρηγίλλης ἀριθ. 18.: [1202, 1978, 1427, 2007]
- paragraph: — Δὲν εὑρίσκω τίποτε ἄλλο.: [924, 631, 1098, 646]
- paragraph: Καὶ ὅμως καὶ οἱ σωματάρχαι εἰς τὸ ζήτημα τῶν πεσονευμένων καὶ τῶν τραυματιῶν ἐπέδειξαν ἀδιαφορίαν οὐχὶ μικράν ὅπερ ἡ προϊσταμένη ἡμῶν στρατιωτικὴ ἀρχὴ δέον νὰ λάβῃ ὑπὸ σπουδαίαν ἔποψιν, διότι οὐδεμία ἀμφιβολία ὅτι ἡ ἀμέλεια διὰ τοὺς νεκροὺς καὶ βαρέως τραυματισμένους ἐγκαταλειπομένους, ὅπου ἐάλλοντο, ἐφέρε φυσικὰ εἰς τοὺς στρατιώτας ἀντίδρασιν ἐπὶ τὴ ἀφοσιώσει πρὸς τὴν σημαίαν των, συλλογιζόμενος ὅτι καὶ αὐτοὶ τὸ αὐτὸ θὰ πάθωσιν ἐν περιπτώσει τραυματισμοῦ.: [344, 581, 620, 759]
- ad-subheadline: ΑΝΤΙΒΛΕΝΝΟΡΡΟΙΑΚΟΝ: [1195, 1221, 1439, 1243]
- paragraph: Ἐν τῷ φαρμακείῳ παραμένει εἰδικὸς ἰατρὸς καὶ ἐφευρέτης τοῦ φαρμάκου, δεχόμενος δωρεὰν τοὺς πάσχοντας ἀνδρας καὶ γυναῖκας. Αἱ ὧραι ἐπισκέψεως: πρωΐα ὥραι 10—12 π. μ. καὶ 3—5 μ. μ.: [1195, 1542, 1433, 1632]
- paragraph: σαλονάκι, ὅπου ἐπὶ μίαν ὥραν ὡμιλήσαμεν δι' ὅλην τὴν κοινωνικὴν κίνησιν τῆς ἐποχῆς, δι' ὅλα τὰ πράγματα τὰ ὁποῖα ἤμπορούσαν νὰ μᾶς ἑλκύσουν τὴν προσοχήν.: [1195, 42, 1433, 116]
- ad-headline: ΥΓΡΟΝ: [1234, 1169, 1394, 1221]
- scene-break: *: [1045, 1044, 1053, 1063]
- paragraph: Τὸ φάρμακον τοῦτο εἶνε καὶ ἀλάνθαστον, προφυλακτικὸν κατὰ τῆς βλεννόρροιας καὶ ἐν γένει τῶν ἀφροδισιακῶν.: [1195, 1405, 1433, 1465]
- column-5: [1195, 42, 1439, 2132]
- ad-tagline: ΕΣΤΕΜΜΕΝΟΝ: [1260, 1245, 1369, 1260]
- paragraph: Ἐν ταῖς ἐχθροπραξίαις ὅμως κατὰ τὰ παρακολουθήματα χειρουργεῖα ἔλλειπε ἀξιωματικῶν τάξεως, ἕνεκα τῆς ἐλλείψεως μεταγωγικῶν μέσων, τοῦ φοβερὸν πρὸς καὶ ἡμιονικὸν ὁδῶν, ἡ ὑγειονομικὴ ὑπηρεσία δὲν ἀνταπεκρίθη εἰς τὰς ὑποχρεώσεις της δεόντως — ἐξαιρέσει τῶν θραυσμάτων μέχρι ῥιψοκινδυνεύσεως ὀλίγων ἐκ τῶν τραυματιῶν. Ἐν Σταθοπούλου καὶ Φωτιάδου, ἐφέδρου ἀνθυπιάτρου Γεωργιάδου ἐκ Σπάρτης καὶ Παπαθανάσου πληγωθέντος εἰς Πέτα, καὶ ὀλίγων ἄλλων. Οἱ πολλοὶ κατάτας συγκρούσεις, δὲν ἐλάμβανον τὰς κεκανονισμένας τοποθετήσεις διὰ τοὺς τραυματίας, ἐμένον 3' οἱ τραυματίαι, ὅπου ἐπληγώθησαν ψυχορραγοῦντες καὶ ἀποθνήσκοντες, ὡς οἱ πολλοὶ ἐξ αὐτῶν ἀγνοούμενοι καὶ φοβερὰ στρατοῦ νὰ ἐμποδίσῃ καὶ καταπατῶσι τοὺς ἐκ τῶν χειρῶν — μάλιστα χειριστικὰ τὰ μικρὰ φορεῖα (brancards) καὶ τὰ μικρὰ φορητὰ τραυματιῶν, καὶ μόνον ἐν χρήσει ἐτέθησαν οἱ βραχύονες τῶν στρατιωτῶν καὶ τὰ κλινοσκεπάσματα, καὶ τοῦτο ὅπου οἱ λοχαγοὶ ἦσαν πλησίον τῆς γραμμῆς τῆς μάχης.: [344, 192, 620, 579]
